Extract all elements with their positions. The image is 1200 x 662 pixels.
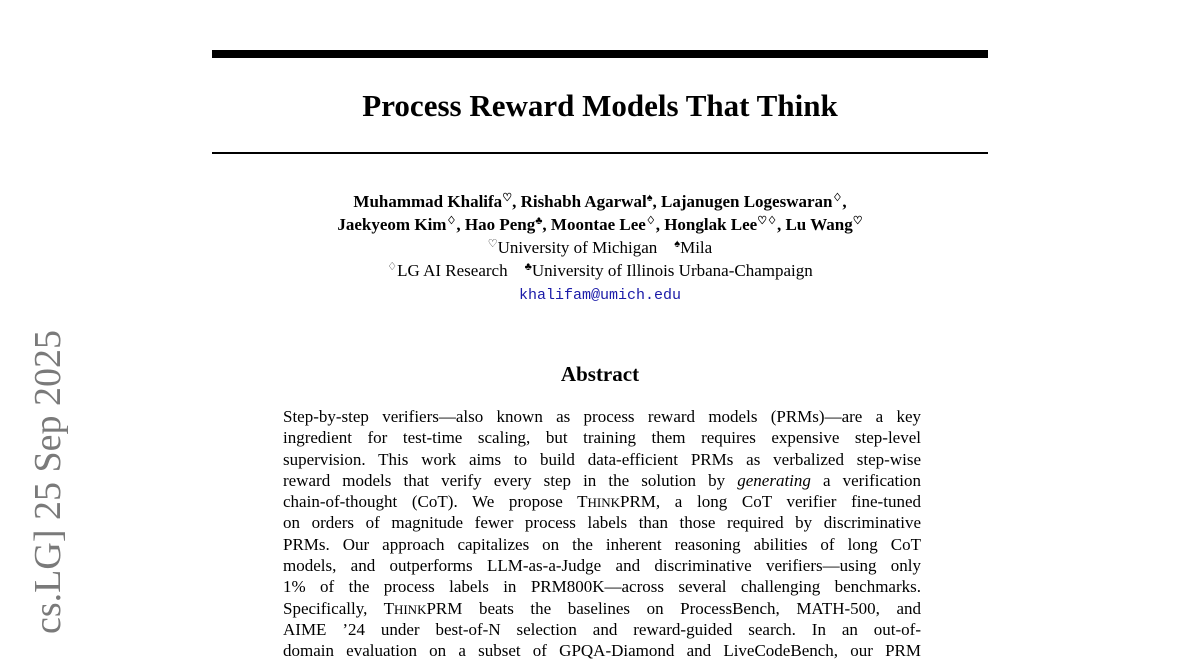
affiliation-name: University of Michigan [497, 238, 658, 257]
authors-line-1 [212, 190, 988, 213]
author-block [212, 190, 988, 307]
affiliation-mark: ♣ [524, 261, 532, 273]
method-name: THINKPRM [577, 492, 656, 512]
abstract-body [283, 406, 921, 662]
arxiv-stamp-text: cs.LG] 25 Sep 2025 [27, 330, 69, 634]
author-email[interactable] [212, 282, 988, 307]
paper-title: Process Reward Models That Think [362, 88, 838, 123]
author-separator: , [456, 215, 465, 234]
author-name: Rishabh Agarwal [520, 192, 647, 211]
author-name: Lajanugen Logeswaran [661, 192, 833, 211]
affiliation-mark: ♡ [487, 238, 498, 250]
affiliation-mark: ♡♢ [757, 215, 777, 227]
author-separator: , [655, 215, 665, 234]
affiliation-mark: ♣ [535, 215, 543, 227]
abstract-line: reward models that verify every step in the solution by generating a verification [283, 470, 921, 490]
author-name: Jaekyeom Kim [337, 215, 447, 234]
affiliation-mark: ♡ [502, 192, 513, 204]
affiliation-mark: ♡ [852, 215, 863, 227]
affiliation-mark: ♢ [645, 215, 656, 227]
author-separator: , [542, 215, 551, 234]
author-name: Muhammad Khalifa [353, 192, 503, 211]
affiliation-mark: ♠ [674, 238, 681, 250]
arxiv-side-stamp [22, 330, 74, 660]
abstract-line: domain evaluation on a subset of GPQA-Diamond and LiveCodeBench, our PRM [283, 641, 921, 661]
abstract-line: AIME ’24 under best-of-N selection and reward-guided search. In an out-of- [283, 619, 921, 639]
abstract-heading: Abstract [560, 362, 640, 386]
affiliation-mark: ♢ [832, 192, 843, 204]
affiliation-mark: ♢ [387, 261, 398, 273]
abstract-line: supervision. This work aims to build data-efficient PRMs as verbalized step-wise [283, 449, 921, 469]
author-name: Lu Wang [785, 215, 853, 234]
author-separator: , [652, 192, 662, 211]
author-separator: , [842, 192, 847, 211]
title-rule [212, 152, 988, 154]
affiliations-line-2 [212, 259, 988, 282]
emphasis: generating [737, 470, 811, 490]
abstract-line: on orders of magnitude fewer process labels than those required by discriminative [283, 513, 921, 533]
affiliation-name: Mila [680, 238, 713, 257]
abstract-line: Specifically, THINKPRM beats the baselines on ProcessBench, MATH-500, and [283, 598, 921, 618]
author-name: Moontae Lee [550, 215, 646, 234]
abstract-line: ingredient for test-time scaling, but training them requires expensive step-level [283, 428, 921, 448]
abstract-line: models, and outperforms LLM-as-a-Judge and discriminative verifiers—using only [283, 556, 921, 576]
abstract-line: PRMs. Our approach capitalizes on the inherent reasoning abilities of long CoT [283, 534, 921, 554]
affiliation-mark: ♢ [446, 215, 457, 227]
affiliation-mark: ♠ [646, 192, 653, 204]
abstract-line: Step-by-step verifiers—also known as process reward models (PRMs)—are a key [283, 407, 921, 426]
authors-line-2 [212, 213, 988, 236]
email-link[interactable]: khalifam@umich.edu [518, 287, 682, 304]
author-name: Honglak Lee [664, 215, 758, 234]
method-name: THINKPRM [383, 598, 463, 618]
author-separator: , [776, 215, 786, 234]
author-separator: , [512, 192, 521, 211]
affiliations-line-1 [212, 236, 988, 259]
affiliation-name: LG AI Research [397, 261, 508, 280]
author-name: Hao Peng [464, 215, 536, 234]
top-rule [212, 50, 988, 58]
affiliation-name: University of Illinois Urbana-Champaign [531, 261, 813, 280]
abstract-line: 1% of the process labels in PRM800K—across several challenging benchmarks. [283, 577, 921, 597]
abstract-line: chain-of-thought (CoT). We propose THINKPRM, a long CoT verifier fine-tuned [283, 492, 921, 512]
